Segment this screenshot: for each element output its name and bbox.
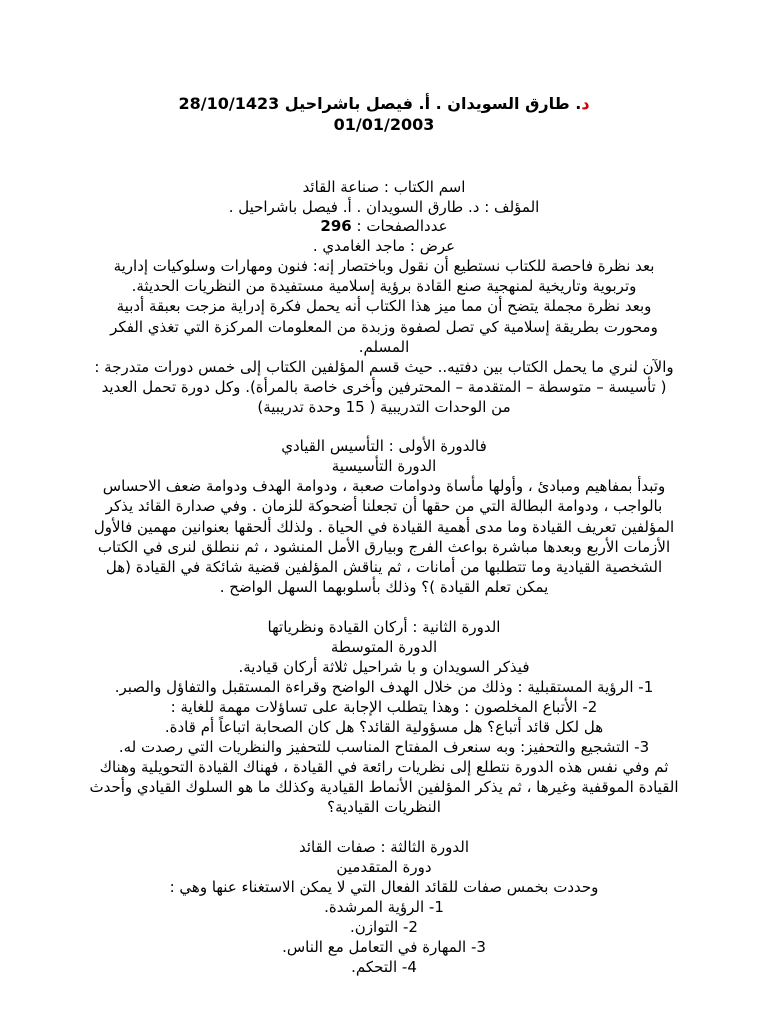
intro-line: ومحورت بطريقة إسلامية كي تصل لصفوة وزبدة من المعلومات المركزة التي تغذي الفكر <box>110 318 658 336</box>
course-3-intro: وحددت بخمس صفات للقائد الفعال التي لا يمكن الاستغناء عنها وهي : <box>169 878 599 896</box>
book-pages-label: عددالصفحات : <box>356 217 448 235</box>
course-1-line: الأزمات الأربع وبعدها مباشرة بواعث الفرج وبيارق الأمل المنشود ، ثم ننطلق لنرى في الكتاب <box>97 538 671 556</box>
course-2-line: هل لكل قائد أتباع؟ هل مسؤولية القائد؟ هل كان الصحابة اتباعاً أم قادة. <box>164 718 604 736</box>
course-3-item: 1- الرؤية المرشدة. <box>324 898 444 916</box>
intro-line: وتربوية وتاريخية لمنهجية صنع القادة برؤية إسلامية مستفيدة من النظريات الحديثة. <box>131 277 637 295</box>
course-3-item: 3- المهارة في التعامل مع الناس. <box>282 938 486 956</box>
intro-line: المسلم. <box>358 338 410 356</box>
intro-line: وبعد نظرة مجملة يتضح أن مما ميز هذا الكتاب أنه يحمل فكرة إدراية مزجت بعبقة أدبية <box>116 297 652 315</box>
intro-line: بعد نظرة فاحصة للكتاب نستطيع أن نقول وباختصار إنه: فنون ومهارات وسلوكيات إدارية <box>113 257 655 275</box>
course-3-item: 4- التحكم. <box>351 958 417 976</box>
course-1-line: وتبدأ بمفاهيم ومبادئ ، وأولها مأساة ودوامات صعبة ، ودوامة الهدف ودوامة ضعف الاحساس <box>102 477 666 495</box>
header-prefix: د <box>581 94 590 113</box>
course-1-line: الشخصية القيادية وما تتطلبها من أمانات ، ثم يناقش المؤلفين قضية شائكة في القيادة (هل <box>105 558 663 576</box>
course-2-subtitle: الدورة المتوسطة <box>330 638 438 656</box>
book-pages-value: 296 <box>320 217 352 235</box>
book-title: اسم الكتاب : صناعة القائد <box>302 178 466 196</box>
course-3-item: 2- التوازن. <box>350 918 418 936</box>
header-authors: . طارق السويدان . أ. فيصل باشراحيل <box>284 94 582 113</box>
course-3-subtitle: دورة المتقدمين <box>336 858 432 876</box>
course-2-line: 2- الأتباع المخلصون : وهذا يتطلب الإجابة على تساؤلات مهمة للغاية : <box>170 698 598 716</box>
header-gregorian-date: 01/01/2003 <box>333 115 435 134</box>
course-1-line: يمكن تعلم القيادة )؟ وذلك بأسلوبهما السهل الواضح . <box>219 578 549 596</box>
header-hijri-date: 28/10/1423 <box>178 94 280 113</box>
course-1-title: فالدورة الأولى : التأسيس القيادي <box>281 437 487 455</box>
intro-line: والآن لنري ما يحمل الكتاب بين دفتيه.. حيث قسم المؤلفين الكتاب إلى خمس دورات متدرجة : <box>94 358 674 376</box>
book-author: المؤلف : د. طارق السويدان . أ. فيصل باشراحيل . <box>228 198 540 216</box>
header-authors-date <box>0 94 768 114</box>
course-2-line: القيادة الموقفية وغيرها ، ثم يذكر المؤلفين الأنماط القيادية وكذلك ما هو السلوك القيادي وأحدث <box>89 778 679 796</box>
course-1-line: المؤلفين تعريف القيادة وما مدى أهمية القيادة في الحياة . ولذلك ألحقها بعنوانين مهمين فالأول <box>93 518 675 536</box>
course-3-title: الدورة الثالثة : صفات القائد <box>298 838 470 856</box>
course-1-line: بالواجب ، ودوامة البطالة التي من حقها أن تجعلنا أضحوكة للزمان . وفي صدارة القائد يذكر <box>105 497 663 515</box>
course-2-line: 1- الرؤية المستقبلية : وذلك من خلال الهدف الواضح وقراءة المستقبل والتفاؤل والصبر. <box>114 678 654 696</box>
course-2-line: النظريات القيادية؟ <box>327 798 441 816</box>
course-2-title: الدورة الثانية : أركان القيادة ونظرياتها <box>267 618 501 636</box>
course-2-line: 3- التشجيع والتحفيز: وبه سنعرف المفتاح المناسب للتحفيز والنظريات التي رصدت له. <box>118 738 650 756</box>
book-reviewer: عرض : ماجد الغامدي . <box>312 237 456 255</box>
intro-line: ( تأسيسة – متوسطة – المتقدمة – المحترفين وأخرى خاصة بالمرأة). وكل دورة تحمل العديد <box>101 378 667 396</box>
course-2-line: فيذكر السويدان و با شراحيل ثلاثة أركان قيادية. <box>238 658 530 676</box>
course-2-line: ثم وفي نفس هذه الدورة نتطلع إلى نظريات رائعة في القيادة ، فهناك القيادة التحويلية وهناك <box>99 758 669 776</box>
course-1-subtitle: الدورة التأسيسية <box>331 457 437 475</box>
book-pages <box>0 216 768 236</box>
intro-line: من الوحدات التدريبية ( 15 وحدة تدريبية) <box>257 398 511 416</box>
